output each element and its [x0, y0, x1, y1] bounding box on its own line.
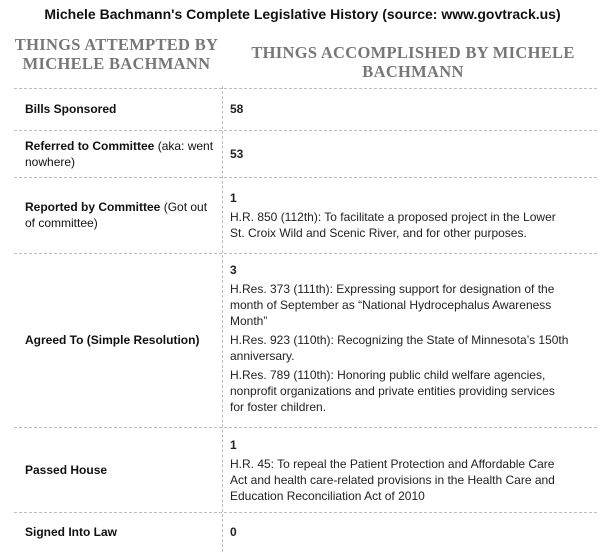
row-count: 0 [230, 525, 237, 539]
row-count: 1 [230, 438, 237, 452]
row-note: (aka: went nowhere) [25, 138, 214, 169]
table-row-value [230, 437, 570, 507]
row-count: 3 [230, 263, 237, 277]
row-count: 53 [230, 146, 244, 161]
bill-item: H.R. 45: To repeal the Patient Protection and Affordable Care Act and health care-related provisions in the Health Care and Education Reconciliation Act of 2010 [230, 457, 555, 503]
row-label: Passed House [25, 462, 108, 477]
row-label: Referred to Committee [25, 138, 155, 153]
table-row-label [25, 512, 215, 552]
bill-item: H.R. 850 (112th): To facilitate a proposed project in the Lower St. Croix Wild and Scenic River, and for other purposes. [230, 210, 556, 240]
page-title: Michele Bachmann's Complete Legislative History (source: www.govtrack.us) [44, 6, 561, 22]
row-label: Signed Into Law [25, 525, 117, 539]
row-note: (Got out of committee) [25, 200, 208, 230]
column-divider [222, 86, 223, 552]
table-row-label [25, 88, 215, 130]
bill-item: H.Res. 789 (110th): Honoring public child welfare agencies, nonprofit organizations and private entities providing services for foster children. [230, 368, 555, 414]
bill-item: H.Res. 373 (111th): Expressing support for designation of the month of September as “National Hydrocephalus Awareness Month” [230, 282, 555, 328]
row-label: Agreed To (Simple Resolution) [25, 333, 200, 347]
table-row-label [25, 427, 215, 512]
table-row-label [25, 253, 215, 427]
table-row-value [230, 512, 570, 552]
bill-item: H.Res. 923 (110th): Recognizing the State of Minnesota’s 150th anniversary. [230, 333, 569, 363]
table-row-label [25, 177, 215, 253]
table-row-value [230, 262, 570, 418]
table-row-value [230, 130, 570, 177]
row-label: Reported by Committee [25, 200, 161, 214]
table-row-label [25, 130, 215, 177]
row-count: 58 [230, 102, 244, 116]
column-header-attempted: THINGS ATTEMPTED BY MICHELE BACHMANN [14, 35, 219, 73]
table-row-value [230, 190, 570, 244]
table-row-value [230, 88, 570, 130]
row-label: Bills Sponsored [25, 102, 117, 116]
column-header-accomplished: THINGS ACCOMPLISHED BY MICHELE BACHMANN [251, 43, 575, 81]
row-count: 1 [230, 191, 237, 205]
